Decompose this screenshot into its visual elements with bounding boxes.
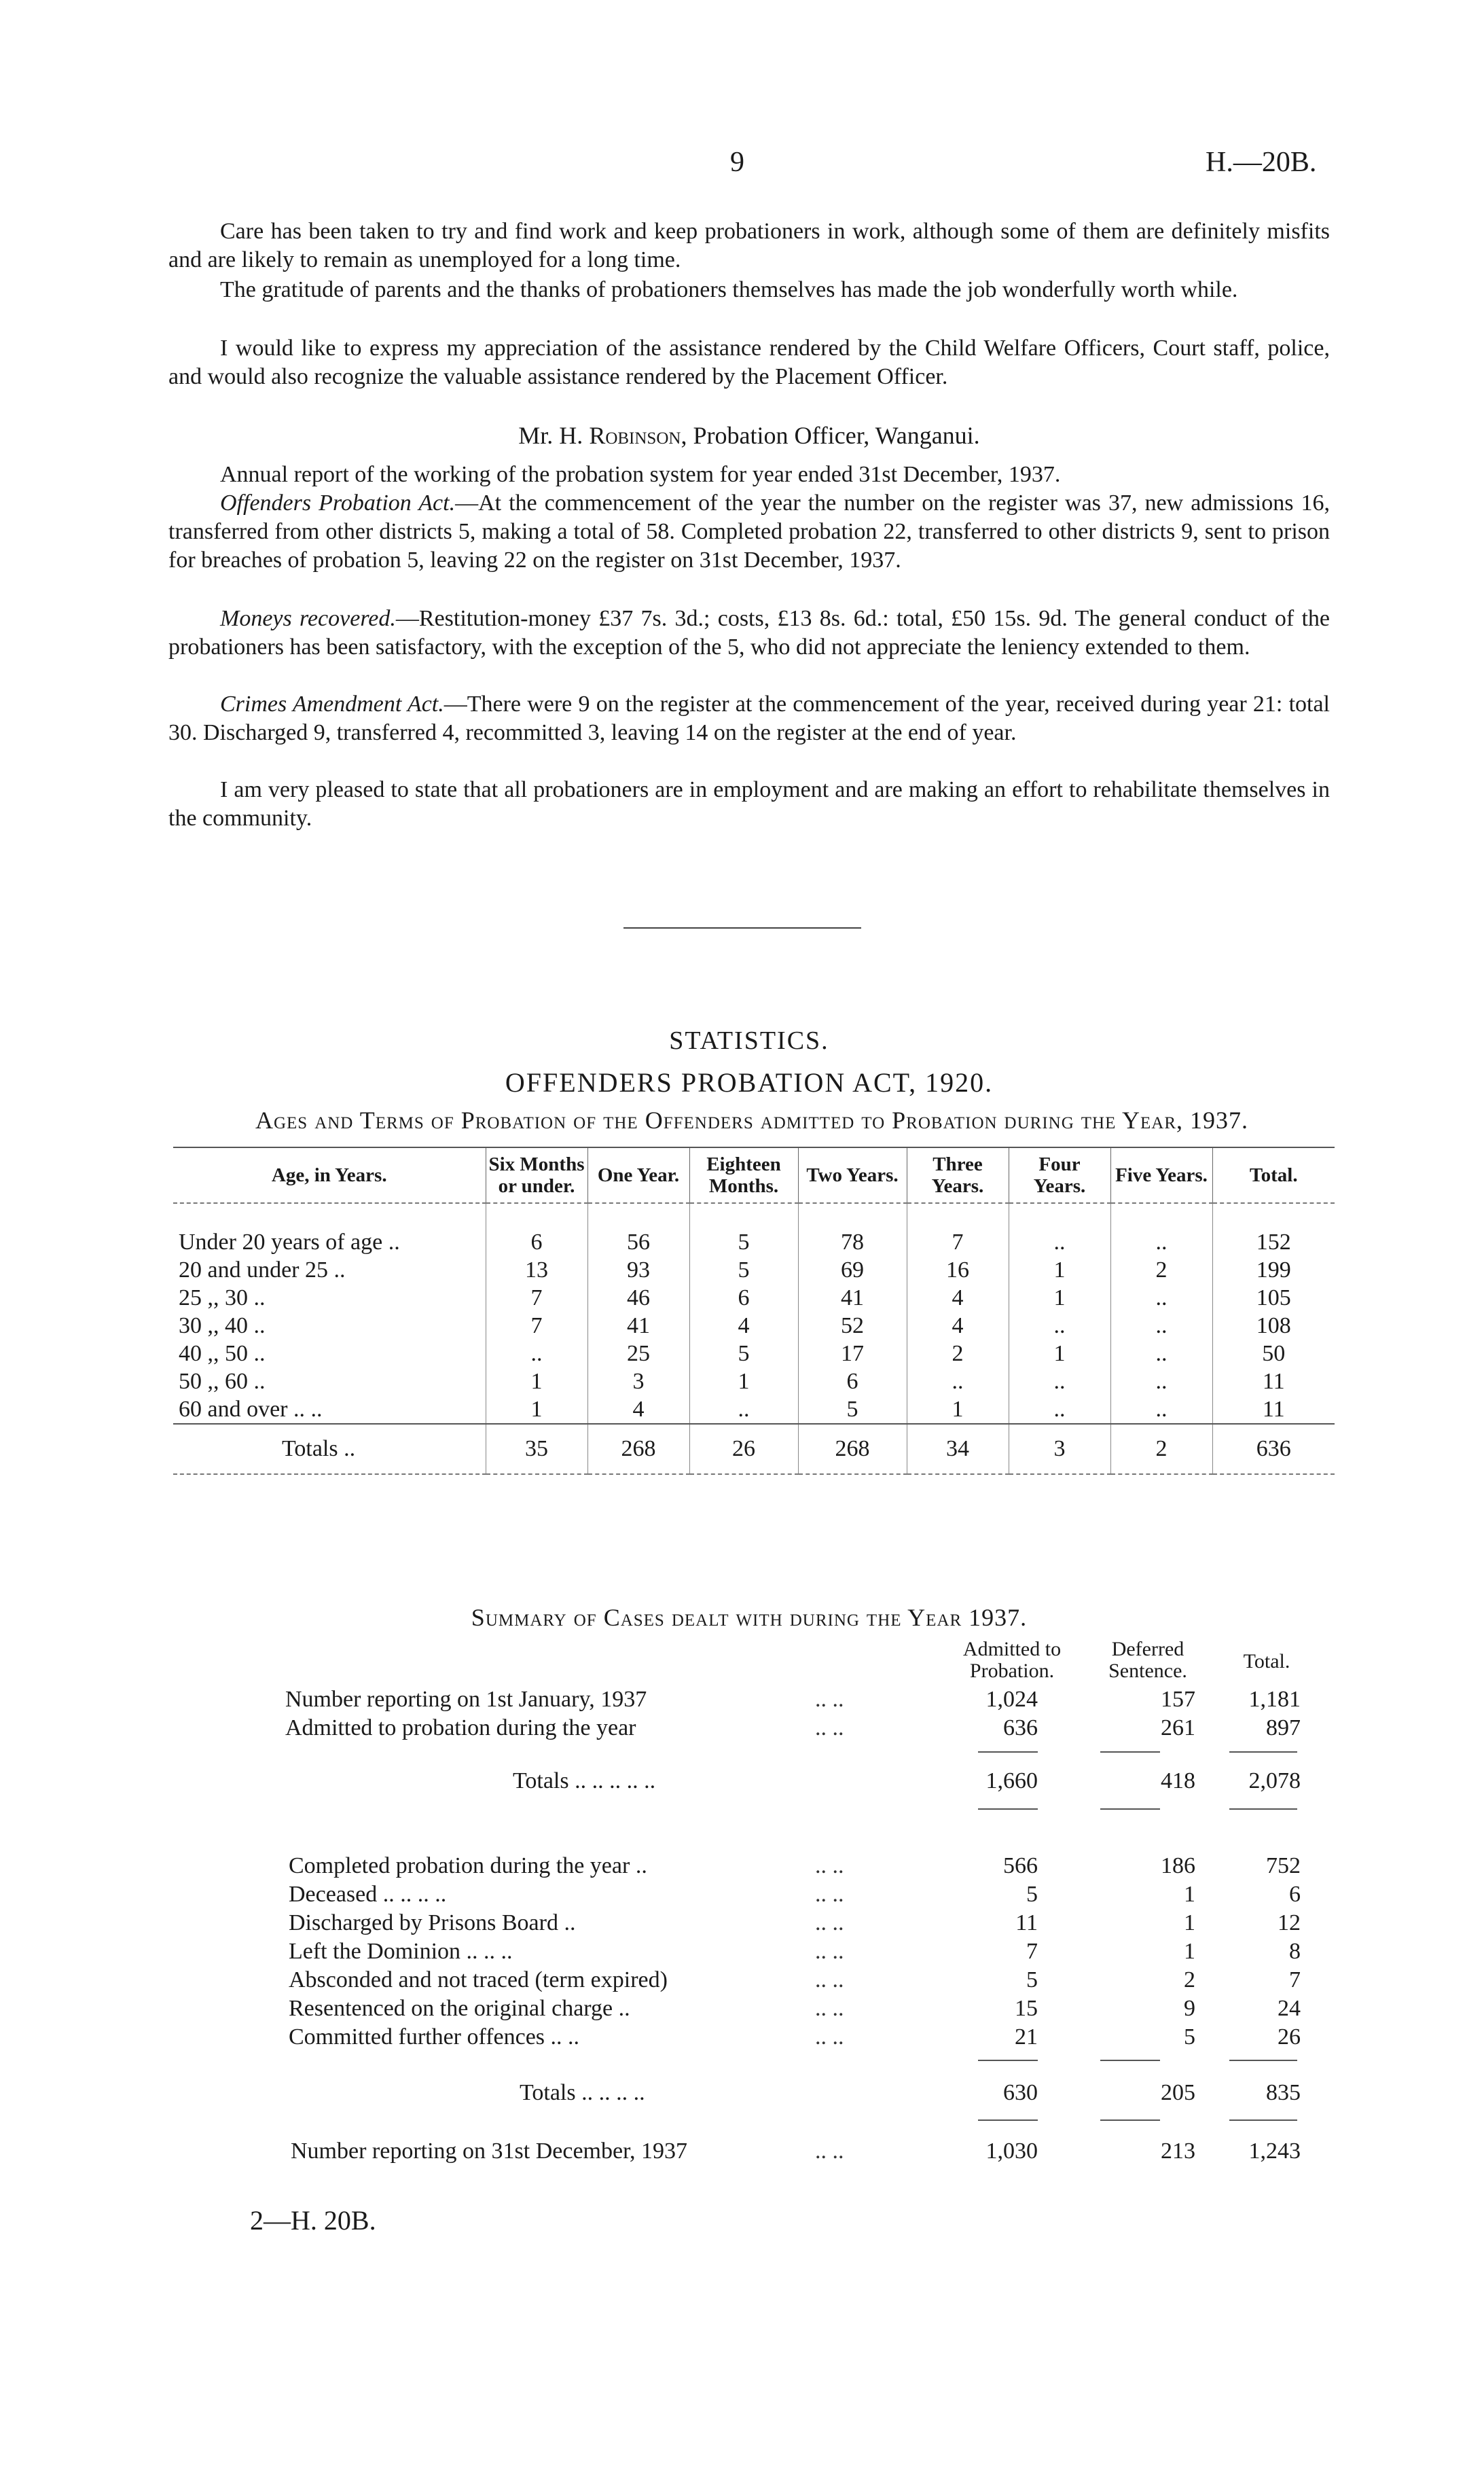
sum-rule (978, 1751, 1038, 1753)
sum-rule (1229, 2119, 1297, 2121)
table-row: 25 ,, 30 .. 7 46 6 41 4 1 .. 105 (173, 1284, 1335, 1312)
summary-col-total: Total. (1243, 1650, 1290, 1672)
summary-col-deferred: Deferred Sentence. (1108, 1638, 1187, 1682)
table-row: 40 ,, 50 .. .. 25 5 17 2 1 .. 50 (173, 1340, 1335, 1367)
report-paragraph-2: Offenders Probation Act.—At the commencement of the year the number on the register was 37, new admissions 16, transferred from other districts 5, making a total of 58. Completed probation 22, transferred to other districts 9, sent to prison for breaches of probation 5, leaving 22 on the register on 31st December, 1937. (168, 490, 1331, 573)
intro-paragraph-2 (168, 276, 1330, 304)
intro-text-2: The gratitude of parents and the thanks of probationers themselves has made the job wonderfully worth while. (220, 277, 1238, 302)
col-header-eighteen-months: Eighteen Months. (689, 1147, 798, 1203)
document-reference: H.—20B. (1206, 147, 1317, 178)
sum-rule (1229, 1751, 1297, 1753)
col-header-age: Age, in Years. (173, 1147, 486, 1203)
intro-text-1: Care has been taken to try and find work and keep probationers in work, although some of them are definitely misfits and are likely to remain as unemployed for a long time. (168, 219, 1330, 272)
report-paragraph-5: I am very pleased to state that all probationers are in employment and are making an effort to rehabilitate themselves in the community. (168, 777, 1330, 831)
summary-row: Left the Dominion .. .. .. .. .. 7 1 8 (289, 1939, 1301, 1964)
act-heading: OFFENDERS PROBATION ACT, 1920. (505, 1067, 994, 1098)
summary-row: Completed probation during the year .. .. .. 566 186 752 (289, 1853, 1301, 1878)
page-footer-signature: 2—H. 20B. (250, 2205, 376, 2236)
report-paragraph-1: Annual report of the working of the probation system for year ended 31st December, 1937. (220, 462, 1061, 487)
intro-paragraph-3 (168, 334, 1330, 391)
table-row: Under 20 years of age .. 6 56 5 78 7 .. .. 152 (173, 1228, 1335, 1256)
statistics-heading: STATISTICS. (669, 1026, 829, 1055)
summary-totals-row: Totals .. .. .. .. .. 1,660 418 2,078 (513, 1768, 1301, 1793)
table-row: 20 and under 25 .. 13 93 5 69 16 1 2 199 (173, 1256, 1335, 1284)
table-row: 60 and over .. .. 1 4 .. 5 1 .. .. 11 (173, 1395, 1335, 1424)
summary-row: Deceased .. .. .. .. .. .. 5 1 6 (289, 1882, 1301, 1907)
section-lead: Offenders Probation Act. (220, 490, 456, 516)
sum-rule (1100, 2060, 1160, 2061)
sum-rule (1100, 1751, 1160, 1753)
intro-text-3: I would like to express my appreciation of the assistance rendered by the Child Welfare Officers, Court staff, police, and would also recognize the valuable assistance rendered by the Placement Officer. (168, 336, 1330, 389)
summary-row: Number reporting on 1st January, 1937 .. .. 1,024 157 1,181 (285, 1687, 1301, 1712)
summary-row: Absconded and not traced (term expired) .. .. 5 2 7 (289, 1967, 1301, 1992)
col-header-three-years: Three Years. (907, 1147, 1009, 1203)
summary-col-admitted: Admitted to Probation. (962, 1638, 1062, 1682)
sum-rule (1229, 1808, 1297, 1810)
col-header-four-years: Four Years. (1009, 1147, 1110, 1203)
summary-row: Resentenced on the original charge .. .. .. 15 9 24 (289, 1996, 1301, 2021)
section-lead: Moneys recovered. (220, 606, 396, 631)
table-row: 50 ,, 60 .. 1 3 1 6 .. .. .. 11 (173, 1367, 1335, 1395)
sum-rule (978, 2060, 1038, 2061)
summary-row: Discharged by Prisons Board .. .. .. 11 1 12 (289, 1910, 1301, 1935)
sum-rule (1229, 2060, 1297, 2061)
sum-rule (1100, 1808, 1160, 1810)
officer-name: Robinson (589, 422, 681, 449)
summary-final-row: Number reporting on 31st December, 1937 .. .. 1,030 213 1,243 (291, 2139, 1301, 2164)
summary-row: Admitted to probation during the year .. .. 636 261 897 (285, 1715, 1301, 1740)
sum-rule (978, 2119, 1038, 2121)
report-paragraph-4: Crimes Amendment Act.—There were 9 on the register at the commencement of the year, received during year 21: total 30. Discharged 9, transferred 4, recommitted 3, leaving 14 on the register at the end of year. (168, 692, 1330, 745)
officer-heading: Mr. H. Robinson, Probation Officer, Wanganui. (518, 422, 980, 449)
summary-title: Summary of Cases dealt with during the Year 1937. (471, 1604, 1028, 1631)
ages-table-header-row (173, 1147, 1335, 1203)
summary-row: Committed further offences .. .. .. .. 21 5 26 (289, 2024, 1301, 2050)
table-spacer-row (173, 1203, 1335, 1228)
table-row: 30 ,, 40 .. 7 41 4 52 4 .. .. 108 (173, 1312, 1335, 1340)
page-number: 9 (730, 147, 744, 178)
ages-terms-table (173, 1147, 1335, 1475)
sum-rule (978, 1808, 1038, 1810)
sum-rule (1100, 2119, 1160, 2121)
col-header-one-year: One Year. (587, 1147, 689, 1203)
table-totals-row: Totals .. 35 268 26 268 34 3 2 636 (173, 1424, 1335, 1474)
intro-paragraph-1 (168, 217, 1330, 274)
col-header-total: Total. (1212, 1147, 1335, 1203)
section-divider (623, 927, 861, 929)
report-paragraph-3: Moneys recovered.—Restitution-money £37 7s. 3d.; costs, £13 8s. 6d.: total, £50 15s. 9d. The general conduct of the probationers has been satisfactory, with the exception of the 5, who did not appreciate the leniency extended to them. (168, 606, 1330, 660)
col-header-five-years: Five Years. (1110, 1147, 1212, 1203)
ages-table-title: Ages and Terms of Probation of the Offenders admitted to Probation during the Year, 1937. (255, 1107, 1249, 1134)
col-header-six-months: Six Months or under. (486, 1147, 587, 1203)
section-lead: Crimes Amendment Act. (220, 692, 444, 717)
col-header-two-years: Two Years. (798, 1147, 907, 1203)
summary-totals-row: Totals .. .. .. .. 630 205 835 (520, 2080, 1301, 2105)
